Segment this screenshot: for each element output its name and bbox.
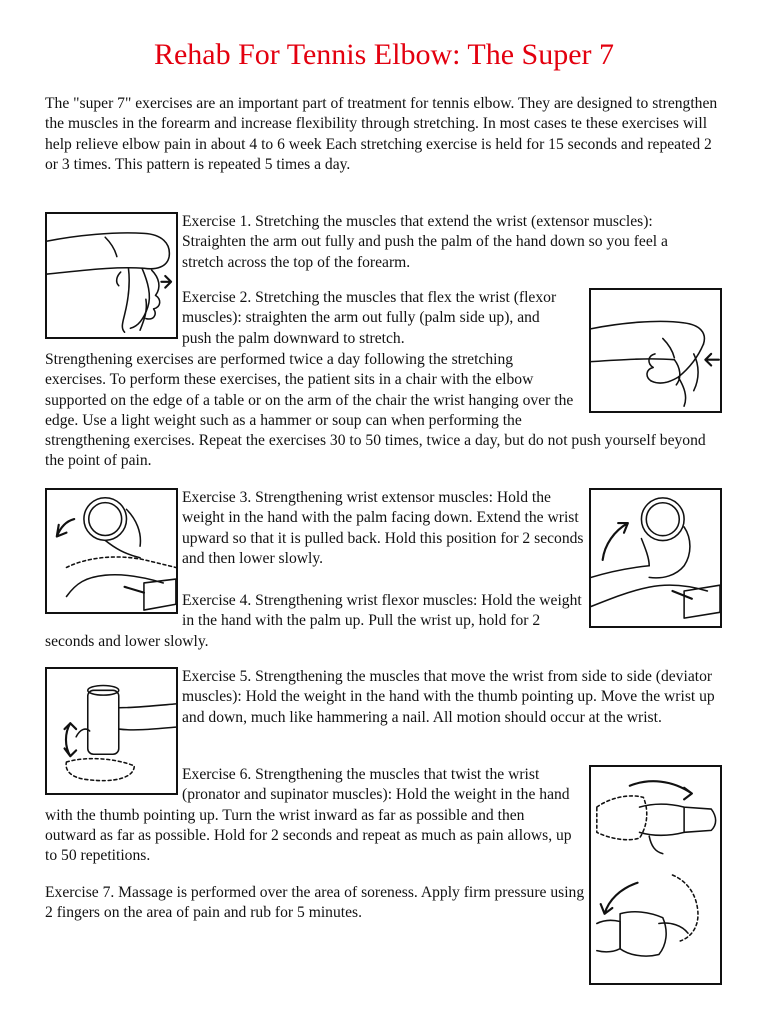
exercise-6-text: Exercise 6. Strengthening the muscles that twist the wrist (pronator and supinator muscles): Hold the weight in the hand with the thumb pointing up. Turn the wrist inward as far as possible and then outward as far as possible. Hold for 2 seconds and repeat as much as pain allows, up to 50 repetitions. <box>45 766 572 865</box>
exercise-6-container <box>45 765 575 866</box>
exercise-3-text: Exercise 3. Strengthening wrist extensor muscles: Hold the weight in the hand with the palm facing down. Extend the wrist upward so that it is pulled back. Hold this position for 2 seconds and then lower slowly. <box>182 489 584 567</box>
exercise-1-text: Exercise 1. Stretching the muscles that extend the wrist (extensor muscles): Straighten the arm out fully and push the palm of the hand down so you feel a stretch across the top of the forearm. <box>182 213 668 271</box>
strengthening-paragraph-container <box>45 350 725 472</box>
exercise-2-text: Exercise 2. Stretching the muscles that flex the wrist (flexor muscles): straighten the arm out fully (palm side up), and push the palm downward to stretch. <box>182 289 557 347</box>
exercise-5-text: Exercise 5. Strengthening the muscles that move the wrist from side to side (deviator muscles): Hold the weight in the hand with the thumb pointing up. Move the wrist up and down, much like hammering a nail. All motion should occur at the wrist. <box>182 668 715 726</box>
wrist-rotation-weight-illustration <box>589 765 722 985</box>
exercise-7-text: Exercise 7. Massage is performed over the area of soreness. Apply firm pressure using 2 fingers on the area of pain and rub for 5 minutes. <box>45 884 585 922</box>
wrist-flexion-weight-illustration <box>589 488 722 628</box>
float-spacer <box>45 765 182 803</box>
strengthening-paragraph: Strengthening exercises are performed twice a day following the stretching exercises. To perform these exercises, the patient sits in a chair with the elbow supported on the edge of a table or on the arm of the chair the wrist hanging over the edge. Use a light weight such as a hammer or soup can when performing the strengthening exercises. Repeat the exercises 30 to 50 times, twice a day, but do not push yourself beyond the point of pain. <box>45 351 706 470</box>
float-spacer <box>575 350 725 412</box>
wrist-extensor-stretch-illustration <box>45 212 178 339</box>
page-title: Rehab For Tennis Elbow: The Super 7 <box>153 38 615 71</box>
intro-paragraph: The "super 7" exercises are an important part of treatment for tennis elbow. They are designed to strengthen the muscles in the forearm and increase flexibility through stretching. In most cases te these exercises will help relieve elbow pain in about 4 to 6 week Each stretching exercise is held for 15 seconds and repeated 2 or 3 times. This pattern is repeated 5 times a day. <box>45 95 718 173</box>
exercise-4-text: Exercise 4. Strengthening wrist flexor muscles: Hold the weight in the hand with the palm up. Pull the wrist up, hold for 2 seconds and lower slowly. <box>45 592 582 650</box>
float-spacer <box>45 591 182 615</box>
exercise-4-container <box>45 591 585 652</box>
